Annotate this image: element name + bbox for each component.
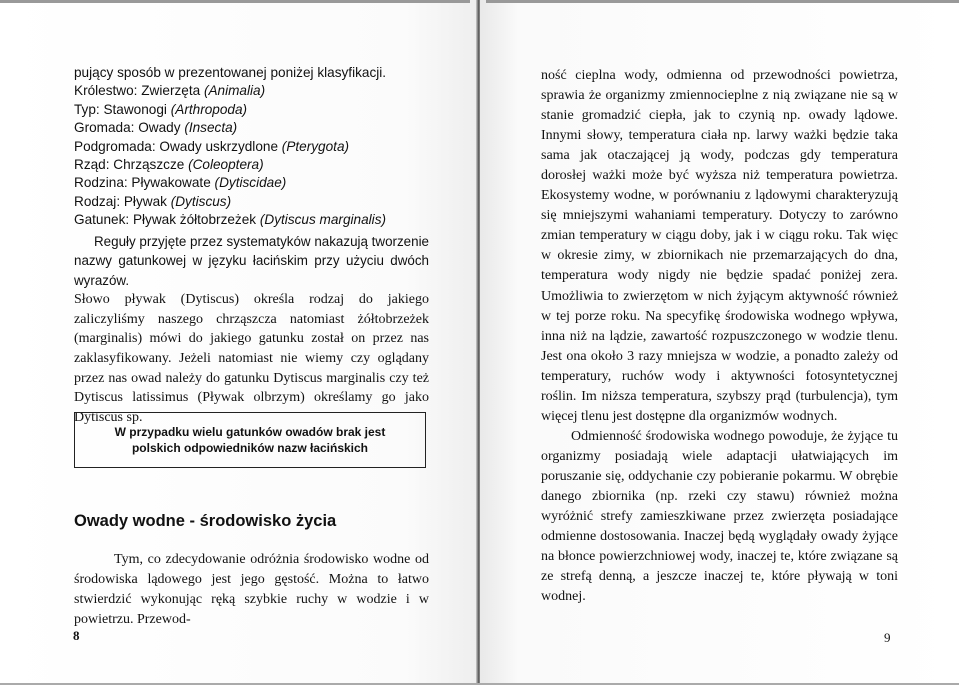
classification-line: Królestwo: Zwierzęta (Animalia) (74, 83, 266, 99)
section-paragraph: Tym, co zdecydowanie odróżnia środowisko wodne od środowiska lądowego jest jego gęstość. Można to łatwo stwierdzić wykonując ręką szybkie ruchy w wodzie i w powietrzu. Przewod- (74, 552, 429, 627)
classification-line: Rząd: Chrząszcze (Coleoptera) (74, 156, 264, 172)
rules-paragraph-2: Słowo pływak (Dytiscus) określa rodzaj do jakiego zaliczyliśmy naszego chrząszcza natomiast żółtobrzeżek (marginalis) mówi do jakiego gatunku został on przez nas zaklasyfikowany. Jeżeli natomiast nie wiemy czy oglądany przez nas owad należy do gatunku Dytiscus marginalis czy też Dytiscus latissimus (Pływak olbrzym) określamy go jako Dytiscus sp. (74, 292, 429, 425)
top-edge-right (486, 0, 959, 3)
note-box (74, 412, 426, 468)
classification-line: Typ: Stawonogi (Arthropoda) (74, 101, 248, 117)
classification-line: Rodzina: Pływakowate (Dytiscidae) (74, 175, 287, 191)
classification-block (74, 64, 429, 427)
note-text: W przypadku wielu gatunków owadów brak jest polskich odpowiedników nazw łacińskich (114, 425, 386, 455)
classification-intro: pujący sposób w prezentowanej poniżej klasyfikacji. (74, 65, 387, 80)
classification-line: Podgromada: Owady uskrzydlone (Pterygota) (74, 138, 350, 154)
page-number-right: 9 (884, 630, 891, 645)
right-text-block (541, 66, 898, 607)
rules-paragraph: Reguły przyjęte przez systematyków nakazują tworzenie nazwy gatunkowej w języku łacińskim przy użyciu dwóch wyrazów. (74, 233, 429, 288)
page-number-left: 8 (73, 628, 80, 643)
paragraph-thermal: ność cieplna wody, odmienna od przewodności powietrza, sprawia że organizmy zmiennocieplne z nią związane nie są w stanie gromadzić ciepła, jak to czynią np. owady lądowe. Innymi słowy, temperatura ciała np. larwy ważki będzie taka sama jak otaczającej ją wody, podczas gdy temperatura dorosłej ważki może być wyższa niż temperatura powietrza. Ekosystemy wodne, w porównaniu z lądowymi charakteryzują się mniejszymi wahaniami temperatury. Dotyczy to zarówno zmian temperatury w ciągu doby, jak i w ciągu roku. Tak więc w okresie zimy, w zbiornikach nie przemarzających do dna, temperatura wody nigdy nie będzie spadać poniżej zera. Umożliwia to zwierzętom w nich żyjącym aktywność również w tej porze roku. Na specyfikę środowiska wodnego wpływa, inna niż na lądzie, zawartość rozpuszczonego w wodzie tlenu. Jest ona około 3 razy mniejsza w wodzie, a ponadto zależy od temperatury, ruchów wody i aktywności fotosyntetycznej roślin. Im niższa temperatura, szybszy prąd (turbulencja), tym więcej tlenu jest dostępne dla organizmów wodnych. (541, 68, 898, 424)
classification-line: Gromada: Owady (Insecta) (74, 120, 238, 136)
top-edge-left (0, 0, 470, 3)
classification-line: Rodzaj: Pływak (Dytiscus) (74, 193, 232, 209)
section-heading: Owady wodne - środowisko życia (74, 512, 337, 530)
classification-line: Gatunek: Pływak żółtobrzeżek (Dytiscus marginalis) (74, 212, 387, 228)
paragraph-adaptations: Odmienność środowiska wodnego powoduje, że żyjące tu organizmy posiadają wiele adaptacji ułatwiających im poruszanie się, oddychanie czy pobieranie pokarmu. W obrębie danego zbiornika (np. rzeki czy stawu) również można wyróżnić strefy zamieszkiwane przez zwierzęta posiadające odmienne dostosowania. Inaczej będą wyglądały owady żyjące na błonce powierzchniowej wody, inaczej te, które związane są ze strefą denną, a jeszcze inaczej te, które pływają w toni wodnej. (541, 428, 898, 605)
left-page (0, 0, 478, 685)
